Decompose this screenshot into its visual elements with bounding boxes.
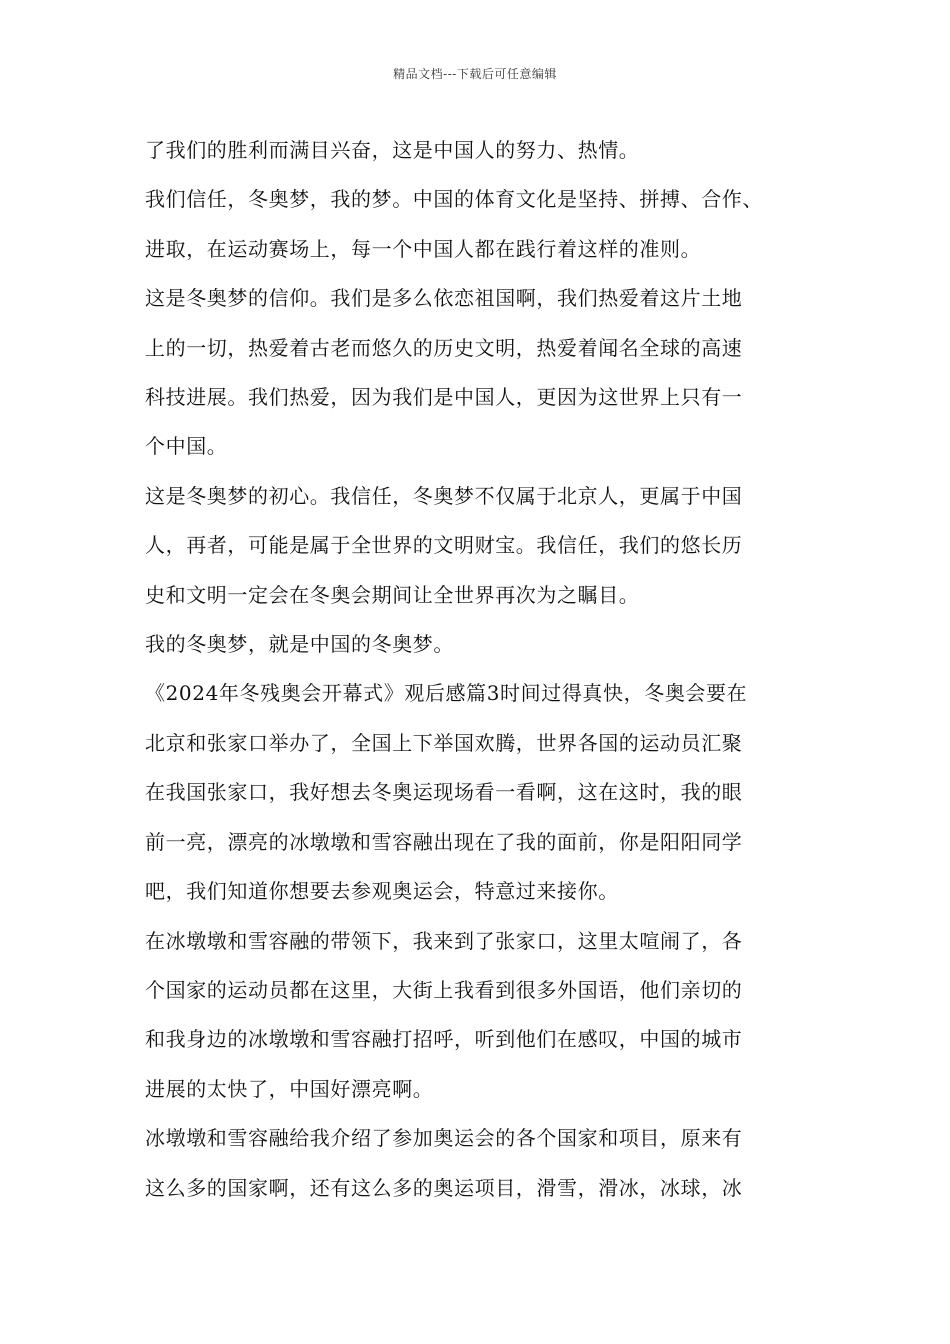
paragraph (145, 917, 825, 1115)
text-line: 冰墩墩和雪容融给我介绍了参加奥运会的各个国家和项目，原来有 (145, 1126, 743, 1151)
text-line: 我的冬奥梦，就是中国的冬奥梦。 (145, 632, 454, 657)
text-line: 《2024年冬残奥会开幕式》观后感篇3时间过得真快，冬奥会要在 (145, 681, 748, 706)
text-line: 人，再者，可能是属于全世界的文明财宝。我信任，我们的悠长历 (145, 533, 743, 558)
page-header: 精品文档---下载后可任意编辑 (393, 67, 557, 81)
text-line: 个国家的运动员都在这里，大街上我看到很多外国语，他们亲切的 (145, 977, 743, 1002)
paragraph (145, 1114, 825, 1213)
text-line: 吧，我们知道你想要去参观奥运会，特意过来接你。 (145, 879, 619, 904)
text-line: 在冰墩墩和雪容融的带领下，我来到了张家口，这里太喧闹了，各 (145, 928, 743, 953)
paragraph (145, 274, 825, 472)
text-line: 个中国。 (145, 434, 228, 459)
text-line: 进取，在运动赛场上，每一个中国人都在践行着这样的准则。 (145, 236, 702, 261)
text-line: 这是冬奥梦的初心。我信任，冬奥梦不仅属于北京人，更属于中国 (145, 483, 743, 508)
paragraph (145, 175, 825, 274)
text-line: 这么多的国家啊，还有这么多的奥运项目，滑雪，滑冰，冰球，冰 (145, 1175, 743, 1200)
text-line: 我们信任，冬奥梦，我的梦。中国的体育文化是坚持、拼搏、合作、 (145, 187, 763, 212)
text-line: 科技进展。我们热爱，因为我们是中国人，更因为这世界上只有一 (145, 385, 743, 410)
text-line: 进展的太快了，中国好漂亮啊。 (145, 1076, 434, 1101)
text-line: 上的一切，热爱着古老而悠久的历史文明，热爱着闻名全球的高速 (145, 335, 743, 360)
document-body (145, 126, 825, 1213)
text-line: 北京和张家口举办了，全国上下举国欢腾，世界各国的运动员汇聚 (145, 730, 743, 755)
text-line: 这是冬奥梦的信仰。我们是多么依恋祖国啊，我们热爱着这片土地 (145, 286, 743, 311)
paragraph (145, 669, 825, 916)
text-line: 在我国张家口，我好想去冬奥运现场看一看啊，这在这时，我的眼 (145, 780, 743, 805)
text-line: 史和文明一定会在冬奥会期间让全世界再次为之瞩目。 (145, 582, 640, 607)
paragraph (145, 126, 825, 175)
text-line: 了我们的胜利而满目兴奋，这是中国人的努力、热情。 (145, 138, 640, 162)
text-line: 和我身边的冰墩墩和雪容融打招呼，听到他们在感叹，中国的城市 (145, 1027, 743, 1052)
paragraph (145, 620, 825, 669)
text-line: 前一亮，漂亮的冰墩墩和雪容融出现在了我的面前，你是阳阳同学 (145, 829, 743, 854)
paragraph (145, 472, 825, 620)
